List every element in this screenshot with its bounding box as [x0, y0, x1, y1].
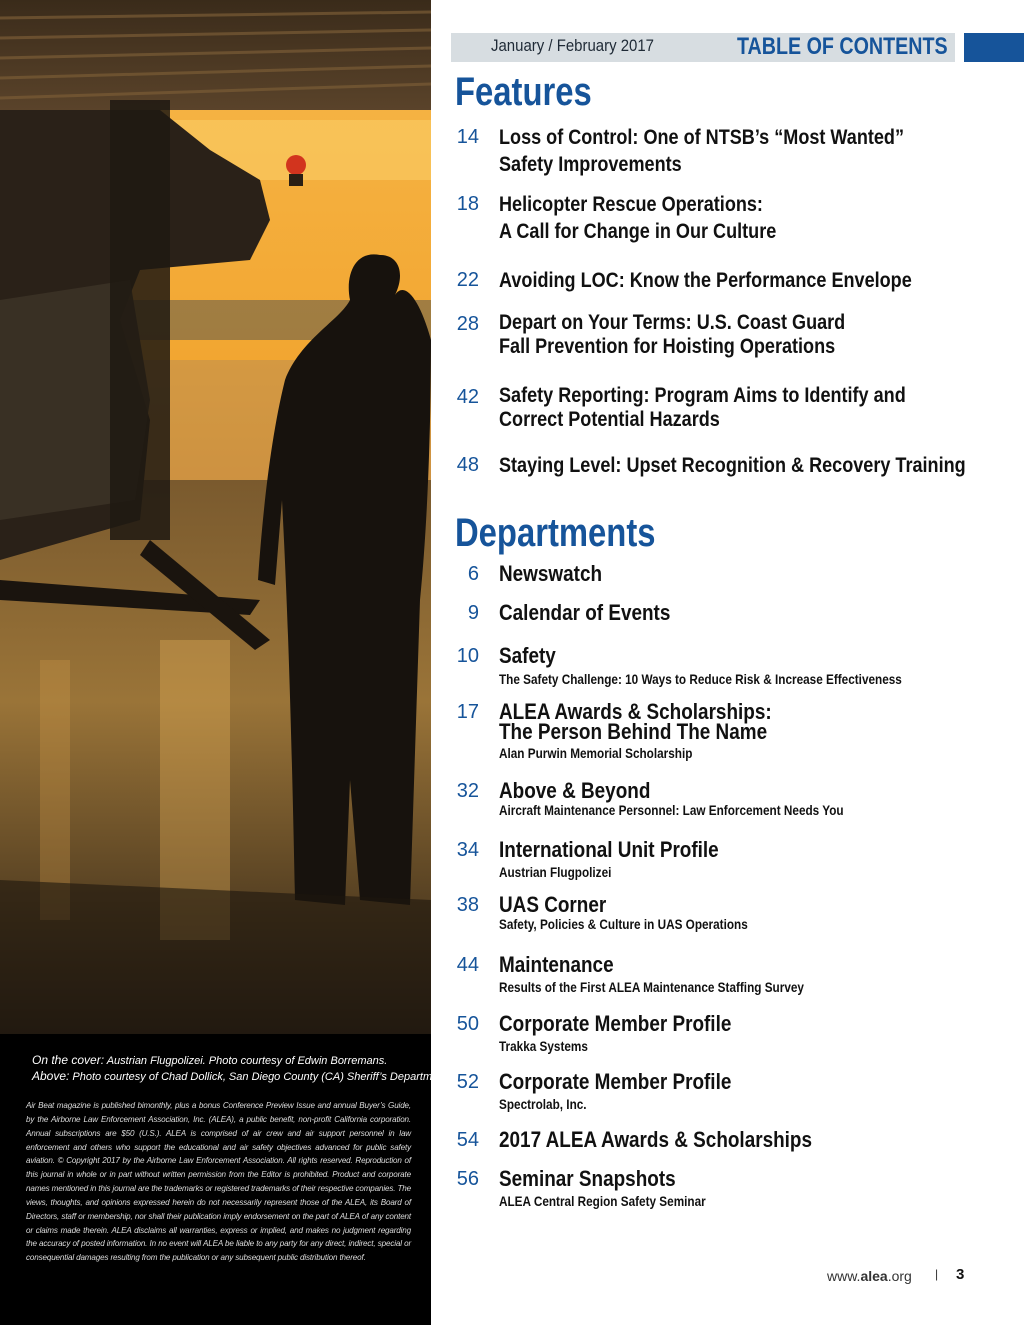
footer-separator: |	[935, 1267, 939, 1281]
page-number: 44	[456, 954, 479, 976]
cover-photo	[0, 0, 431, 1034]
page-number: 6	[467, 563, 479, 585]
entry-title: Corporate Member Profile	[499, 1069, 732, 1094]
entry-title: Helicopter Rescue Operations: A Call for Change in Our Culture	[499, 193, 777, 243]
page-number: 48	[456, 454, 479, 476]
legal-notice: Air Beat magazine is published bimonthly, plus a bonus Conference Preview Issue and annual Buyer’s Guide, by the Airborne Law Enforcement Association, Inc. (ALEA), a public benefit, non-profit California corporation. Annual subscriptions are $50 (U.S.). ALEA is comprised of air crew and air support personnel in law enforcement and others who support the educational and air safety objectives advanced for public safety aviation. © Copyright 2017 by the Airborne Law Enforcement Association. All rights reserved. Reproduction of this journal in whole or in part without written permission from the Editor is prohibited. Product and corporate names mentioned in this journal are the trademarks or registered trademarks of their respective companies. The views, thoughts, and opinions expressed herein do not necessarily represent those of the ALEA, its Board of Directors, staff or membership, nor shall their publication imply endorsement on the part of ALEA of any content or claims made therein. ALEA disclaims all warranties, express or implied, and makes no judgment regarding the accuracy of posted information. In no event will ALEA be liable to any party for any direct, indirect, special or consequential damages resulting from the publication or any subsequent public distribution thereof.	[26, 1101, 411, 1263]
departments-heading: Departments	[455, 511, 656, 555]
photo-caption: Above: Photo courtesy of Chad Dollick, San Diego County (CA) Sheriff’s Department.	[32, 1069, 451, 1083]
issue-date: January / February 2017	[491, 36, 654, 55]
page-number: 52	[456, 1071, 479, 1093]
page-title: TABLE OF CONTENTS	[737, 33, 948, 60]
website-link[interactable]: www.alea.org	[827, 1268, 912, 1284]
entry-title: Seminar Snapshots	[499, 1166, 676, 1191]
entry-subtitle: Alan Purwin Memorial Scholarship	[499, 745, 693, 761]
entry-title: Safety	[499, 643, 556, 668]
entry-subtitle: Trakka Systems	[499, 1038, 588, 1054]
page-number: 18	[456, 193, 479, 215]
entry-subtitle: The Safety Challenge: 10 Ways to Reduce Risk & Increase Effectiveness	[499, 671, 902, 687]
entry-subtitle: Safety, Policies & Culture in UAS Operations	[499, 916, 748, 932]
entry-title: Calendar of Events	[499, 600, 671, 625]
page-number: 32	[456, 780, 479, 802]
features-heading: Features	[455, 70, 592, 114]
entry-subtitle: Austrian Flugpolizei	[499, 864, 612, 880]
hangar-helicopter-photo	[0, 0, 431, 1034]
entry-subtitle: ALEA Central Region Safety Seminar	[499, 1193, 706, 1209]
page-number: 56	[456, 1168, 479, 1190]
entry-title: ALEA Awards & Scholarships: The Person Behind The Name	[499, 699, 772, 744]
entry-subtitle: Aircraft Maintenance Personnel: Law Enforcement Needs You	[499, 802, 844, 818]
entry-title: 2017 ALEA Awards & Scholarships	[499, 1127, 812, 1152]
entry-title: Staying Level: Upset Recognition & Recovery Training	[499, 454, 966, 477]
entry-title: Above & Beyond	[499, 778, 651, 803]
entry-subtitle: Spectrolab, Inc.	[499, 1096, 587, 1112]
page-number: 10	[456, 645, 479, 667]
entry-title: Maintenance	[499, 952, 614, 977]
entry-title: UAS Corner	[499, 892, 607, 917]
page-number: 50	[456, 1013, 479, 1035]
page-number: 17	[456, 701, 479, 723]
page-number: 38	[456, 894, 479, 916]
cover-caption: On the cover: Austrian Flugpolizei. Photo courtesy of Edwin Borremans.	[32, 1053, 388, 1067]
page-number: 9	[467, 602, 479, 624]
entry-title: Safety Reporting: Program Aims to Identify and Correct Potential Hazards	[499, 384, 906, 431]
page-number-footer: 3	[956, 1266, 965, 1283]
entry-title: Corporate Member Profile	[499, 1011, 732, 1036]
page-number: 22	[456, 269, 479, 291]
page-number: 42	[456, 386, 479, 408]
entry-title: Newswatch	[499, 561, 603, 586]
header-accent-block	[964, 33, 1024, 62]
entry-title: Depart on Your Terms: U.S. Coast Guard Fall Prevention for Hoisting Operations	[499, 311, 846, 358]
entry-subtitle: Results of the First ALEA Maintenance Staffing Survey	[499, 979, 804, 995]
entry-title: Avoiding LOC: Know the Performance Envelope	[499, 269, 912, 292]
page-number: 34	[456, 839, 479, 861]
entry-title: International Unit Profile	[499, 837, 719, 862]
entry-title: Loss of Control: One of NTSB’s “Most Wanted” Safety Improvements	[499, 126, 904, 176]
page-number: 28	[456, 313, 479, 335]
page-number: 14	[456, 126, 479, 148]
page-number: 54	[456, 1129, 479, 1151]
